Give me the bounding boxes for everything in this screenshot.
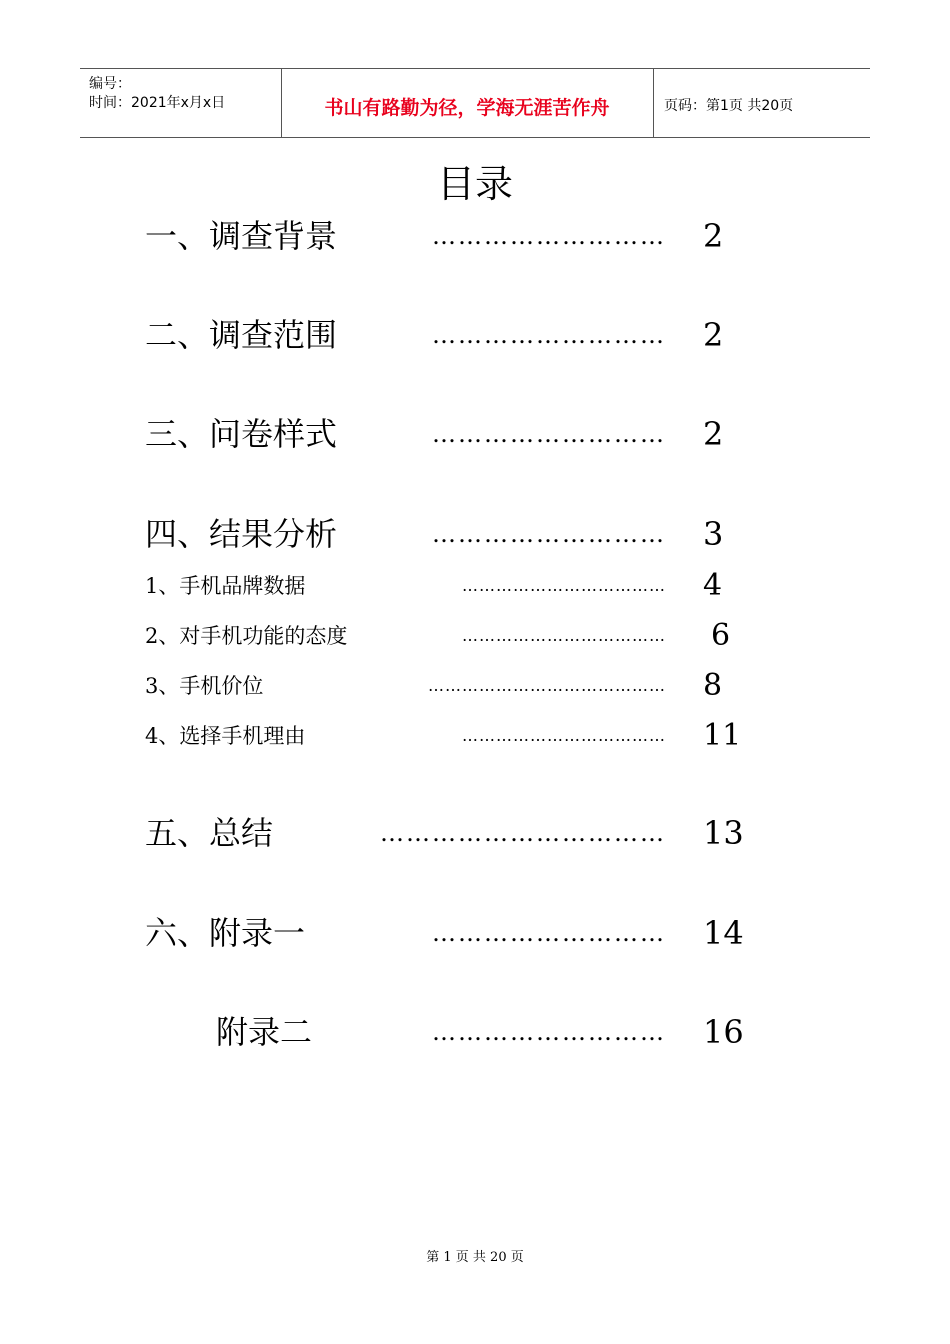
- toc-entry[interactable]: [145, 412, 745, 456]
- toc-entry[interactable]: [145, 214, 745, 258]
- toc-entry-page: 4: [703, 568, 723, 603]
- time-label: 时间：2021年x月x日: [89, 95, 226, 111]
- toc-leader-dots: ………………………: [432, 1018, 666, 1046]
- toc-entry-page: 8: [703, 668, 723, 703]
- toc-entry-label: 2、对手机功能的态度: [145, 624, 348, 648]
- toc-leader-dots: ……………………………: [380, 819, 666, 847]
- toc-entry-label: 二、调查范围: [145, 316, 338, 354]
- toc-leader-dots: ………………………………: [462, 576, 666, 595]
- toc-entry-page: 2: [703, 415, 724, 453]
- toc-entry-page: 13: [703, 814, 744, 852]
- header-page-cell: [654, 69, 870, 137]
- toc-leader-dots: ………………………………: [462, 726, 666, 745]
- motto-text: 书山有路勤为径，学海无涯苦作舟: [324, 96, 610, 119]
- toc-entry[interactable]: [145, 313, 745, 357]
- toc-title: 目录: [436, 162, 513, 206]
- toc-entry-label: 五、总结: [145, 814, 274, 852]
- toc-leader-dots: ………………………………: [462, 626, 666, 645]
- toc-entry-page: 11: [703, 718, 742, 753]
- page-footer: 第 1 页 共 20 页: [426, 1250, 524, 1265]
- toc-entry[interactable]: [145, 512, 745, 556]
- header-motto-cell: [281, 69, 654, 137]
- toc-subentry[interactable]: [145, 669, 745, 703]
- toc-subentry[interactable]: [145, 719, 745, 753]
- toc-leader-dots: ………………………: [432, 420, 666, 448]
- toc-entry[interactable]: [145, 911, 745, 955]
- toc-entry-page: 14: [703, 914, 744, 952]
- toc-entry-label: 1、手机品牌数据: [145, 574, 306, 598]
- toc-entry-label: 4、选择手机理由: [145, 724, 306, 748]
- toc-entry-label: 四、结果分析: [145, 515, 338, 553]
- toc-entry-label: 一、调查背景: [145, 217, 338, 255]
- toc-leader-dots: ………………………: [432, 919, 666, 947]
- header-meta-cell: [80, 69, 282, 137]
- toc-entry-page: 2: [703, 217, 724, 255]
- toc-entry-page: 2: [703, 316, 724, 354]
- toc-leader-dots: ……………………………………: [428, 676, 666, 695]
- toc-leader-dots: ………………………: [432, 222, 666, 250]
- header-page-info: 页码：第1页 共20页: [664, 98, 794, 114]
- toc-entry-page: 3: [703, 515, 724, 553]
- toc-entry-label: 附录二: [216, 1013, 313, 1051]
- toc-entry-page: 6: [711, 618, 731, 653]
- toc-leader-dots: ………………………: [432, 321, 666, 349]
- toc-entry[interactable]: [145, 1010, 745, 1054]
- page-header: [80, 68, 870, 138]
- number-label: 编号：: [89, 76, 131, 92]
- toc-entry-label: 3、手机价位: [145, 674, 264, 698]
- toc-entry-page: 16: [703, 1013, 744, 1051]
- toc-leader-dots: ………………………: [432, 520, 666, 548]
- toc-entry-label: 三、问卷样式: [145, 415, 338, 453]
- toc-entry[interactable]: [145, 811, 745, 855]
- toc-subentry[interactable]: [145, 619, 745, 653]
- toc-subentry[interactable]: [145, 569, 745, 603]
- toc-entry-label: 六、附录一: [145, 914, 306, 952]
